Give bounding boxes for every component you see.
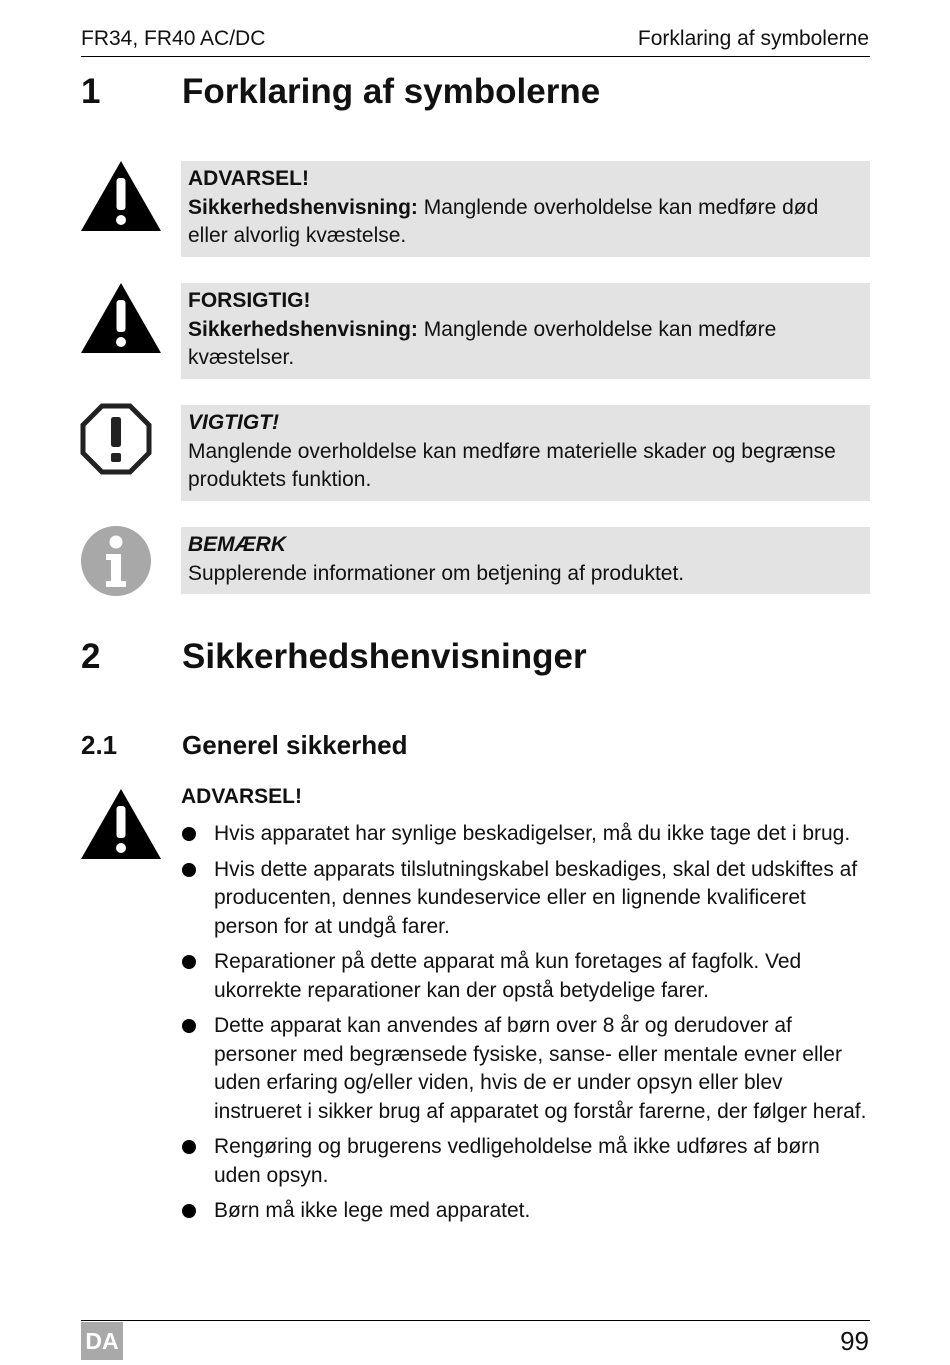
notice-note-title: BEMÆRK (188, 533, 286, 556)
notice-caution-body (188, 316, 863, 373)
list-item (181, 820, 871, 849)
subsection-2-1-title: Generel sikkerhed (182, 730, 408, 760)
header-product-name: FR34, FR40 AC/DC (81, 27, 266, 50)
subsection-2-1-number: 2.1 (81, 730, 118, 760)
notice-caution (181, 283, 870, 379)
list-item (181, 856, 871, 942)
notice-important-text: Manglende overholdelse kan medføre materielle skader og begrænse produktets funktion. (188, 439, 836, 491)
header-section-name: Forklaring af symbolerne (637, 27, 869, 50)
notice-warning-body (188, 194, 863, 251)
caution-triangle-icon (80, 282, 162, 354)
notice-warning-lead: Sikkerhedshenvisning: (188, 195, 418, 219)
notice-important-title: VIGTIGT! (188, 411, 279, 434)
bullet-dot-icon (182, 1204, 196, 1218)
footer-divider (81, 1320, 870, 1321)
list-item-text: Hvis apparatet har synlige beskadigelser, må du ikke tage det i brug. (214, 822, 851, 845)
list-item (181, 1133, 871, 1190)
list-item-text: Børn må ikke lege med apparatet. (214, 1199, 531, 1222)
section-1-title: Forklaring af symbolerne (182, 72, 601, 111)
notice-warning-title: ADVARSEL! (188, 167, 309, 190)
bullet-dot-icon (182, 827, 196, 841)
bullet-dot-icon (182, 1019, 196, 1033)
section-2-title: Sikkerhedshenvisninger (182, 637, 587, 676)
bullet-dot-icon (182, 955, 196, 969)
list-item-text: Rengøring og brugerens vedligeholdelse må ikke udføres af børn uden opsyn. (214, 1135, 820, 1187)
important-octagon-icon (80, 403, 152, 475)
notice-caution-text: Manglende overholdelse kan medføre kvæstelser. (188, 317, 777, 369)
list-item (181, 948, 871, 1005)
notice-warning-text: Manglende overholdelse kan medføre død eller alvorlig kvæstelse. (188, 195, 819, 247)
header-divider (81, 56, 870, 57)
list-item-text: Dette apparat kan anvendes af børn over 8 år og derudover af personer med begrænsede fysiske, sanse- eller mentale evner eller uden erfaring og/eller viden, hvis de er under opsyn eller blev instrueret i sikker brug af apparatet og forstår farerne, der følger heraf. (214, 1014, 867, 1123)
notice-warning (181, 161, 870, 257)
notice-note (181, 527, 870, 594)
section-1-number: 1 (81, 72, 101, 111)
notice-important (181, 405, 870, 501)
section-2-number: 2 (81, 637, 101, 676)
list-item-text: Reparationer på dette apparat må kun foretages af fagfolk. Ved ukorrekte reparationer kan der opstå betydelige farer. (214, 950, 802, 1002)
list-item (181, 1197, 871, 1226)
bullet-dot-icon (182, 863, 196, 877)
notice-note-text: Supplerende informationer om betjening af produktet. (188, 561, 685, 585)
language-badge: DA (81, 1322, 123, 1360)
list-item (181, 1012, 871, 1126)
list-item-text: Hvis dette apparats tilslutningskabel beskadiges, skal det udskiftes af producenten, dennes kundeservice eller en lignende kvalificeret person for at undgå farer. (214, 857, 858, 938)
warning-triangle-icon (80, 788, 162, 860)
info-circle-icon (80, 525, 152, 597)
notice-caution-lead: Sikkerhedshenvisning: (188, 317, 418, 341)
general-safety-warning-label: ADVARSEL! (181, 785, 302, 808)
page-number: 99 (840, 1326, 869, 1356)
notice-caution-title: FORSIGTIG! (188, 289, 311, 312)
safety-bullet-list (181, 820, 871, 1233)
warning-triangle-icon (80, 160, 162, 232)
bullet-dot-icon (182, 1140, 196, 1154)
